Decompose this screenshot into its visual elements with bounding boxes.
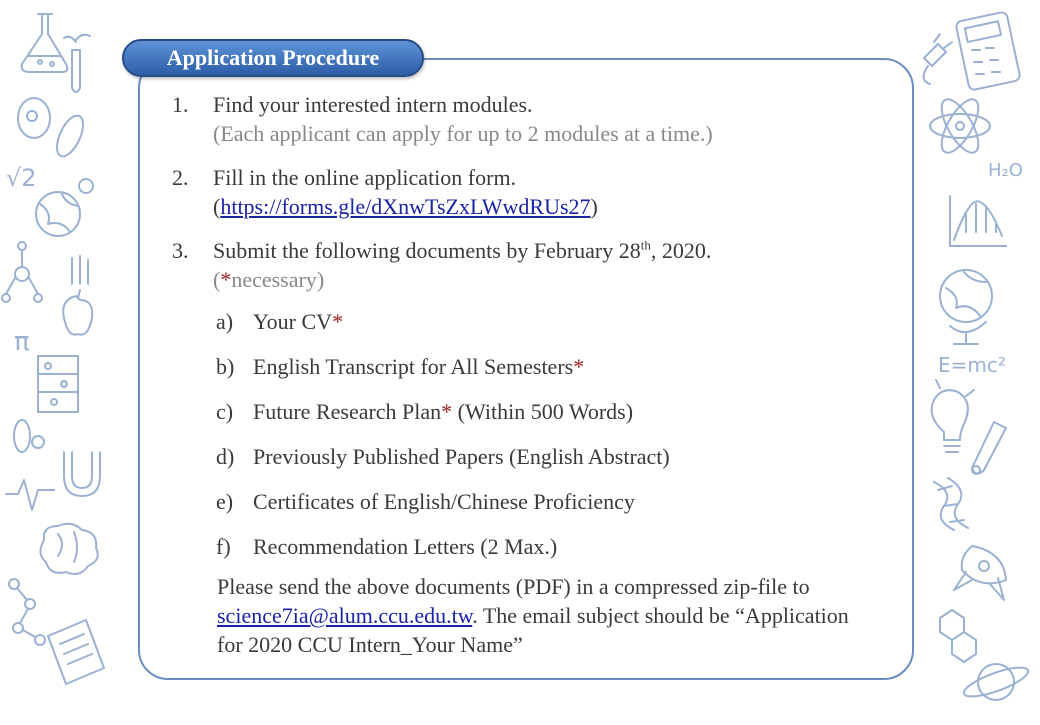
test-tube-icon: [64, 35, 90, 92]
item-label: Certificates of English/Chinese Proficiency: [253, 489, 635, 514]
step-number: 3.: [172, 238, 189, 263]
atom-icon: [930, 94, 990, 158]
paren-close: ): [590, 194, 598, 219]
contact-email-link[interactable]: science7ia@alum.ccu.edu.tw: [217, 603, 473, 628]
step-body: [213, 90, 892, 148]
document-icon: [48, 620, 104, 684]
graph-icon: [950, 196, 1006, 246]
globe-stand-icon: [940, 270, 992, 344]
step-text: Fill in the online application form.: [213, 165, 517, 190]
item-letter: e): [216, 489, 234, 514]
item-text: [253, 532, 557, 561]
item-label: Future Research Plan: [253, 399, 442, 424]
instructions-subject: . The email subject should be “Application for 2020 CCU Intern_Your Name”: [217, 603, 849, 657]
molecule-chain-icon: [9, 579, 45, 645]
required-star: *: [573, 354, 585, 379]
apple-icon: [63, 256, 92, 335]
rocket-icon: [954, 546, 1006, 600]
item-label: Previously Published Papers (English Abstract): [253, 444, 670, 469]
item-letter: f): [216, 534, 231, 559]
step-number: 1.: [172, 92, 189, 117]
thermometer-icon: [972, 422, 1006, 474]
item-label: Your CV: [253, 309, 333, 334]
right-doodle-column: [910, 0, 1040, 720]
instructions-text: Please send the above documents (PDF) in a compressed zip-file to: [217, 574, 810, 599]
item-text: [253, 487, 635, 516]
document-item: [216, 352, 892, 381]
item-text: [253, 307, 343, 336]
calculator-icon: [955, 11, 1020, 90]
document-item: [216, 532, 892, 561]
item-text: [253, 397, 633, 426]
necessary-label: necessary): [231, 267, 325, 292]
step-body: [213, 236, 892, 294]
required-star: *: [220, 267, 232, 292]
step-note: (Each applicant can apply for up to 2 modules at a time.): [213, 121, 713, 146]
paren-open: (: [213, 194, 221, 219]
flask-icon: [22, 14, 68, 72]
item-text: [253, 442, 670, 471]
magnet-icon: [14, 420, 100, 496]
item-letter: b): [216, 354, 235, 379]
step-2: [172, 163, 892, 221]
bacteria-icon: [18, 98, 88, 160]
step-note: [213, 265, 892, 294]
document-item: [216, 487, 892, 516]
hexagon-molecule-icon: [940, 610, 976, 662]
paren-open: (: [213, 267, 221, 292]
brain-icon: [40, 524, 97, 574]
step-text-main: Submit the following documents by February 28: [213, 238, 641, 263]
document-item: [216, 442, 892, 471]
document-item: [216, 397, 892, 426]
item-label: Recommendation Letters (2 Max.): [253, 534, 558, 559]
submission-instructions: [217, 572, 877, 659]
lightbulb-icon: [932, 380, 974, 452]
document-list: [216, 307, 892, 561]
planet-icon: [961, 662, 1031, 702]
item-letter: d): [216, 444, 235, 469]
document-item: [216, 307, 892, 336]
step-number: 2.: [172, 165, 189, 190]
left-doodle-column: [0, 0, 130, 720]
item-letter: a): [216, 309, 234, 334]
molecule-icon: [2, 242, 42, 302]
heartbeat-icon: [6, 480, 54, 510]
form-link-line: [213, 192, 892, 221]
emc2-label: E=mc²: [938, 353, 1006, 377]
application-form-link[interactable]: https://forms.gle/dXnwTsZxLWwdRUs27: [220, 194, 591, 219]
item-text: [253, 352, 584, 381]
ordinal-suffix: th: [640, 237, 651, 253]
dna-icon: [934, 478, 968, 530]
section-title: Application Procedure: [122, 39, 424, 77]
abacus-icon: [38, 356, 78, 412]
h2o-label: H₂O: [988, 160, 1023, 181]
step-text: [213, 236, 892, 265]
item-label: English Transcript for All Semesters: [253, 354, 574, 379]
step-3: [172, 236, 892, 294]
step-body: [213, 163, 892, 221]
sqrt-label: √2: [6, 164, 37, 192]
required-star: *: [441, 399, 453, 424]
item-letter: c): [216, 399, 234, 424]
item-extra: (Within 500 Words): [452, 399, 634, 424]
procedure-content: [172, 90, 892, 659]
step-1: [172, 90, 892, 148]
plug-icon: [923, 34, 952, 84]
globe-icon: [36, 179, 93, 236]
step-text-year: , 2020.: [650, 238, 712, 263]
required-star: *: [332, 309, 344, 334]
pi-label: π: [14, 327, 30, 357]
step-text: Find your interested intern modules.: [213, 92, 533, 117]
